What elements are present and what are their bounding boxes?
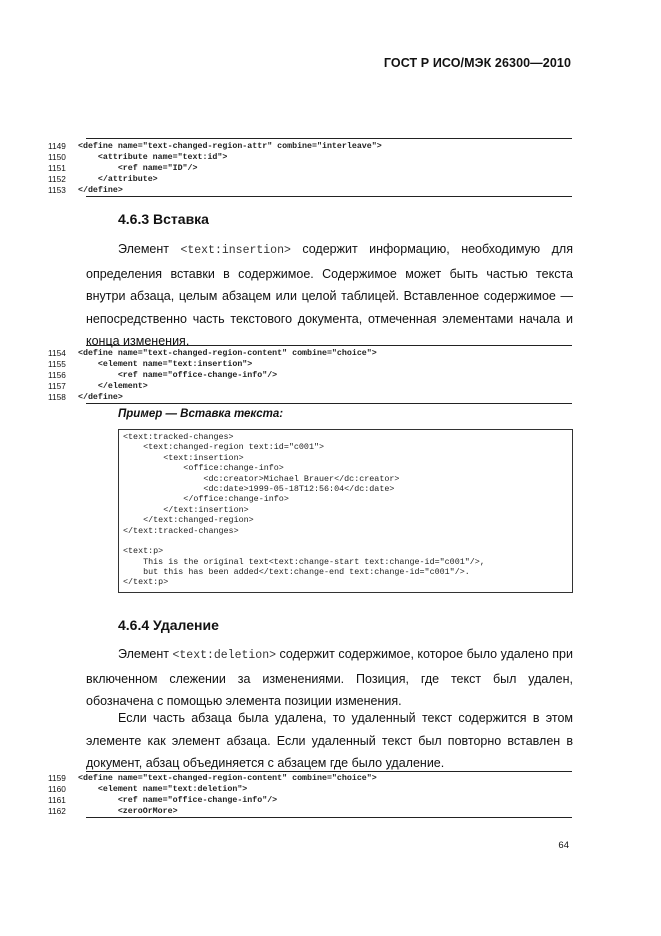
example-line: <text:tracked-changes> (123, 432, 234, 442)
code-block-bottom-rule (86, 403, 572, 404)
code-line: 1152 </attribute> (48, 174, 158, 184)
code-line: 1153 </define> (48, 185, 123, 195)
code-block-3 (48, 771, 572, 818)
example-line: <text:changed-region text:id="c001"> (123, 442, 325, 453)
section-heading-insertion: 4.6.3 Вставка (118, 211, 209, 227)
example-line: This is the original text<text:change-start text:change-id="c001"/>, (123, 556, 485, 567)
example-line: </text:changed-region> (123, 515, 254, 526)
code-block-1 (48, 138, 572, 197)
example-label: Пример — Вставка текста: (118, 408, 284, 420)
document-header: ГОСТ Р ИСО/МЭК 26300—2010 (383, 56, 571, 70)
code-line: 1160 <element name="text:deletion"> (48, 784, 248, 794)
example-line: <dc:date>1999-05-18T12:56:04</dc:date> (123, 483, 395, 494)
example-code-box (118, 429, 573, 593)
paragraph-insertion: Элемент <text:insertion> содержит информацию, необходимую для определения вставки в содержимое. Содержимое может быть частью текста внутри абзаца, целым абзацем или целой таблицей. Вставленное содержимое — непосредственно часть текстового документа, отмеченная элементами начала и конца изменения. (86, 242, 573, 348)
code-block-2 (48, 345, 572, 404)
code-line: 1151 <ref name="ID"/> (48, 163, 198, 173)
paragraph-deletion-1: Элемент <text:deletion> содержит содержимое, которое было удалено при включенном слежении за изменениями. Позиция, где текст был удален, обозначена с помощью элемента позиции изменения. (86, 647, 573, 708)
code-line: 1149 <define name="text-changed-region-attr" combine="interleave"> (48, 141, 382, 151)
example-line: </text:tracked-changes> (123, 525, 239, 536)
section-heading-deletion: 4.6.4 Удаление (118, 617, 219, 633)
example-line: <dc:creator>Michael Brauer</dc:creator> (123, 473, 400, 484)
code-block-3-top-rule (86, 771, 572, 772)
example-line: <text:p> (123, 546, 164, 557)
example-line (123, 536, 568, 546)
inline-code: <text:deletion> (172, 649, 277, 662)
code-line: 1162 <zeroOrMore> (48, 806, 178, 816)
example-line: </text:p> (123, 577, 169, 588)
page-number: 64 (558, 840, 569, 851)
example-line: </text:insertion> (123, 504, 249, 515)
example-line: </office:change-info> (123, 494, 289, 505)
code-line: 1161 <ref name="office-change-info"/> (48, 795, 278, 805)
code-line: 1157 </element> (48, 381, 148, 391)
code-line: 1150 <attribute name="text:id"> (48, 152, 228, 162)
code-block-bottom-rule (86, 196, 572, 197)
code-block-bottom-rule (86, 817, 572, 818)
code-line: 1154 <define name="text-changed-region-content" combine="choice"> (48, 348, 377, 358)
code-line: 1158 </define> (48, 392, 123, 402)
inline-code: <text:insertion> (180, 244, 291, 257)
example-line: but this has been added</text:change-end text:change-id="c001"/>. (123, 567, 470, 578)
example-line: <text:insertion> (123, 452, 244, 463)
example-line: <office:change-info> (123, 463, 284, 474)
code-line: 1155 <element name="text:insertion"> (48, 359, 253, 369)
paragraph-deletion-2: Если часть абзаца была удалена, то удаленный текст содержится в этом элементе как элемент абзаца. Если удаленный текст был повторно вставлен в документ, абзац объединяется с абзацем где было удаление. (86, 711, 573, 770)
code-line: 1156 <ref name="office-change-info"/> (48, 370, 278, 380)
code-line: 1159 <define name="text-changed-region-content" combine="choice"> (48, 773, 377, 783)
